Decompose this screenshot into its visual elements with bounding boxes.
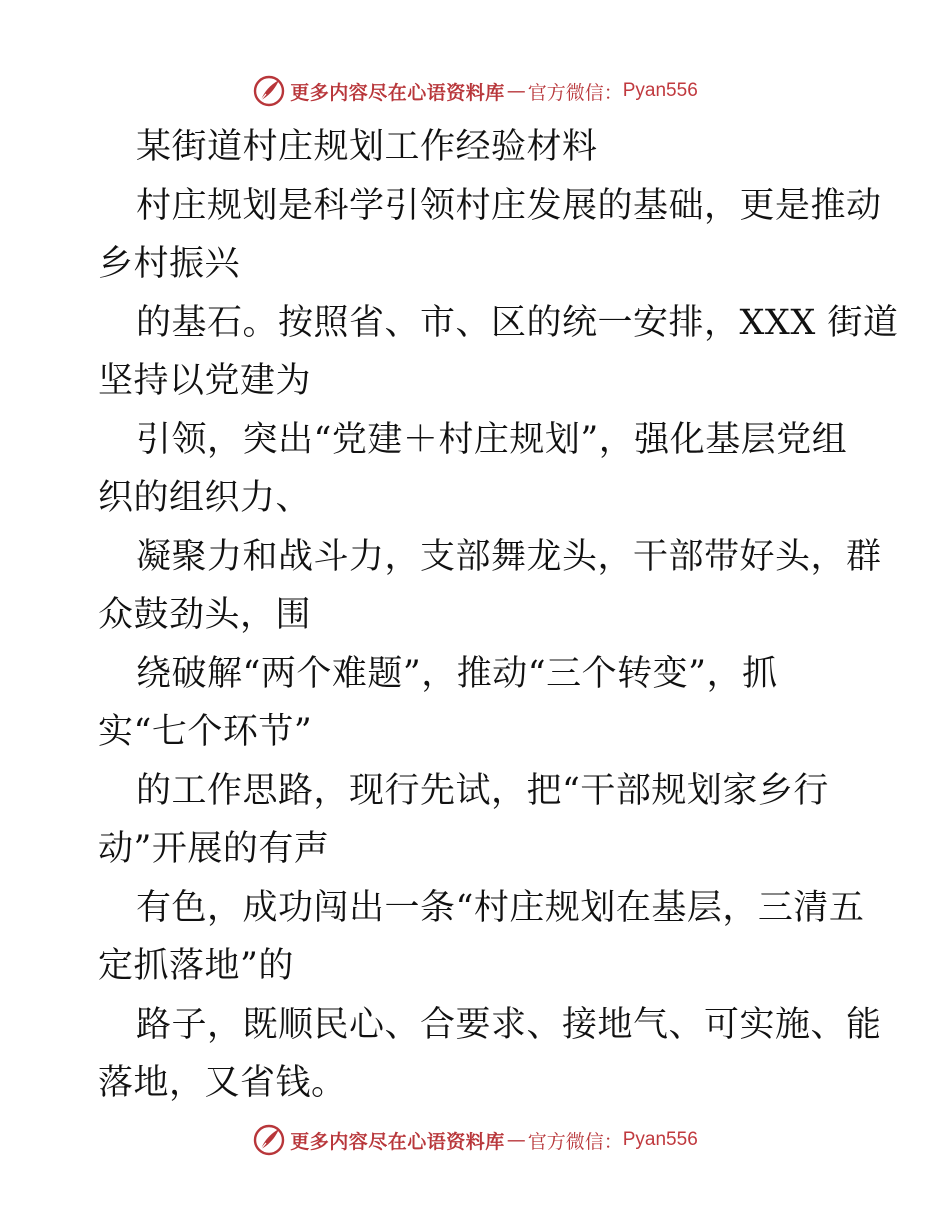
paragraph-line: 的基石。按照省、市、区的统一安排，XXX 街道 xyxy=(136,302,899,343)
footer-banner xyxy=(0,1120,950,1160)
banner-brand-text: 更多内容尽在心语资料库 xyxy=(290,1130,505,1153)
paragraph-line: 众鼓劲头，围 xyxy=(98,595,312,635)
banner-wechat-id: Pyan556 xyxy=(622,1129,698,1150)
banner-wechat-id: Pyan556 xyxy=(622,80,698,101)
paragraph-line: 凝聚力和战斗力，支部舞龙头，干部带好头，群 xyxy=(136,536,882,577)
paragraph-line: 的工作思路，现行先试，把“干部规划家乡行 xyxy=(136,770,829,811)
banner-wechat-label: 官方微信： xyxy=(527,1130,623,1153)
document-body xyxy=(98,118,899,1113)
banner-dash: — xyxy=(506,80,526,102)
paragraph-line: 引领，突出“党建＋村庄规划”，强化基层党组 xyxy=(136,419,848,460)
paragraph-line: 有色，成功闯出一条“村庄规划在基层，三清五 xyxy=(136,887,865,928)
paragraph-line: 坚持以党建为 xyxy=(98,361,312,401)
quill-pen-logo-icon xyxy=(252,1123,286,1157)
paragraph-line: 实“七个环节” xyxy=(98,712,313,752)
paragraph-line: 落地，又省钱。 xyxy=(98,1063,347,1103)
document-title: 某街道村庄规划工作经验材料 xyxy=(136,127,598,167)
banner-brand-text: 更多内容尽在心语资料库 xyxy=(290,81,505,104)
banner-wechat-label: 官方微信： xyxy=(527,81,623,104)
banner-dash: — xyxy=(506,1129,526,1151)
paragraph-line: 织的组织力、 xyxy=(98,478,312,518)
header-banner xyxy=(0,71,950,111)
paragraph-line: 乡村振兴 xyxy=(98,244,241,284)
paragraph-line: 绕破解“两个难题”，推动“三个转变”，抓 xyxy=(136,653,778,694)
paragraph-line: 动”开展的有声 xyxy=(98,829,330,869)
paragraph-line: 村庄规划是科学引领村庄发展的基础，更是推动 xyxy=(136,185,882,226)
paragraph-line: 定抓落地”的 xyxy=(98,946,294,986)
paragraph-line: 路子，既顺民心、合要求、接地气、可实施、能 xyxy=(136,1004,882,1045)
quill-pen-logo-icon xyxy=(252,74,286,108)
